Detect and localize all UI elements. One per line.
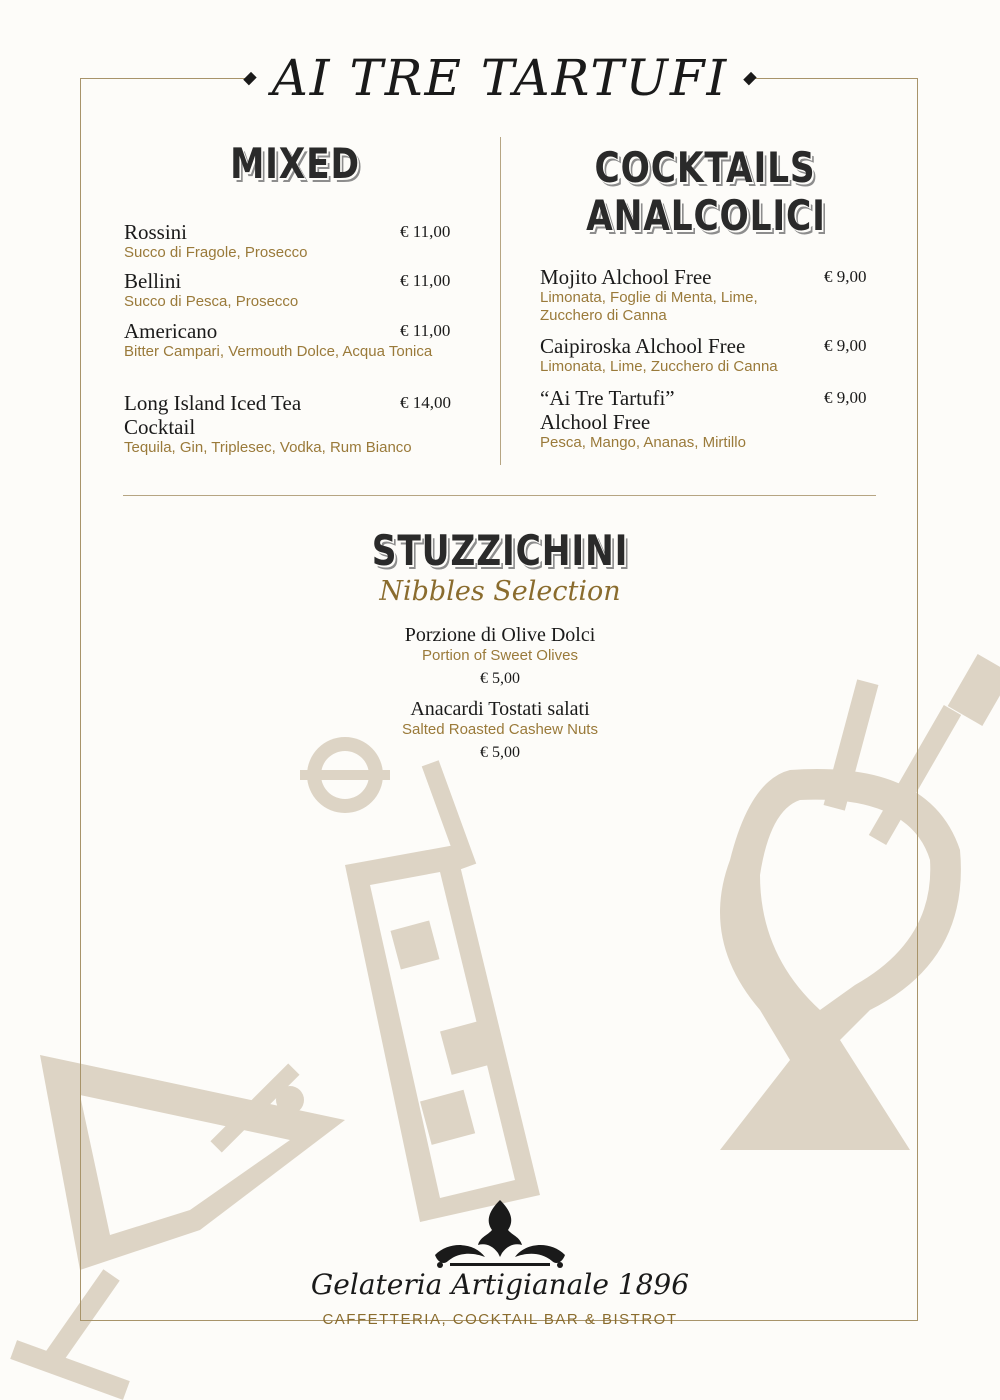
title-banner (246, 42, 754, 114)
mixed-title: MIXED (230, 139, 360, 188)
menu-item (124, 391, 469, 457)
analcolici-title-line2: ANALCOLICI (586, 191, 826, 240)
item-name: “Ai Tre Tartufi” Alchool Free (540, 386, 675, 434)
menu-item (124, 220, 464, 262)
item-description: Limonata, Lime, Zucchero di Canna (540, 358, 778, 375)
item-price: € 11,00 (400, 271, 451, 290)
footer-tagline-wrap (0, 1311, 1000, 1329)
item-description: Portion of Sweet Olives (422, 647, 578, 664)
item-name: Bellini (124, 269, 182, 293)
item-name: Mojito Alchool Free (540, 265, 712, 289)
item-description: Limonata, Foglie di Menta, Lime, Zucchero di Canna (540, 289, 758, 324)
item-name: Anacardi Tostati salati (410, 698, 590, 720)
menu-item (124, 319, 464, 361)
menu-item (540, 334, 880, 376)
item-description: Tequila, Gin, Triplesec, Vodka, Rum Bianco (124, 439, 412, 456)
page-title: AI TRE TARTUFI (271, 49, 729, 107)
item-price: € 9,00 (824, 336, 867, 355)
nibble-item (0, 697, 1000, 764)
item-price: € 9,00 (824, 267, 867, 286)
nibbles-subtitle: Nibbles Selection (379, 576, 621, 607)
item-price: € 9,00 (824, 388, 867, 407)
item-description: Salted Roasted Cashew Nuts (402, 721, 598, 738)
item-description: Pesca, Mango, Ananas, Mirtillo (540, 434, 746, 451)
item-name: Caipiroska Alchool Free (540, 334, 746, 358)
menu-item (540, 386, 880, 452)
item-name: Porzione di Olive Dolci (404, 624, 596, 646)
menu-item (540, 265, 880, 325)
item-price: € 14,00 (400, 393, 451, 412)
diamond-ornament-icon (243, 71, 256, 84)
footer-brand-name: Gelateria Artigianale 1896 (310, 1268, 690, 1301)
column-divider (500, 137, 501, 465)
item-name: Americano (124, 319, 218, 343)
item-description: Succo di Pesca, Prosecco (124, 293, 299, 310)
analcolici-title-line1: COCKTAILS (594, 143, 816, 192)
item-description: Succo di Fragole, Prosecco (124, 244, 308, 261)
footer-name-wrap (0, 1268, 1000, 1301)
fleur-ornament-icon (430, 1195, 570, 1275)
footer-tagline: CAFFETTERIA, COCKTAIL BAR & BISTROT (322, 1311, 678, 1328)
item-price: € 5,00 (480, 670, 520, 687)
item-name: Long Island Iced Tea Cocktail (124, 391, 302, 439)
stuzzichini-title: STUZZICHINI (371, 526, 629, 575)
item-description: Bitter Campari, Vermouth Dolce, Acqua Tonica (124, 343, 433, 360)
menu-item (124, 269, 464, 311)
item-price: € 5,00 (480, 744, 520, 761)
item-price: € 11,00 (400, 321, 451, 340)
item-price: € 11,00 (400, 222, 451, 241)
nibbles-subtitle-wrap (0, 576, 1000, 607)
section-divider (123, 495, 876, 496)
item-name: Rossini (124, 220, 188, 244)
nibble-item (0, 623, 1000, 690)
